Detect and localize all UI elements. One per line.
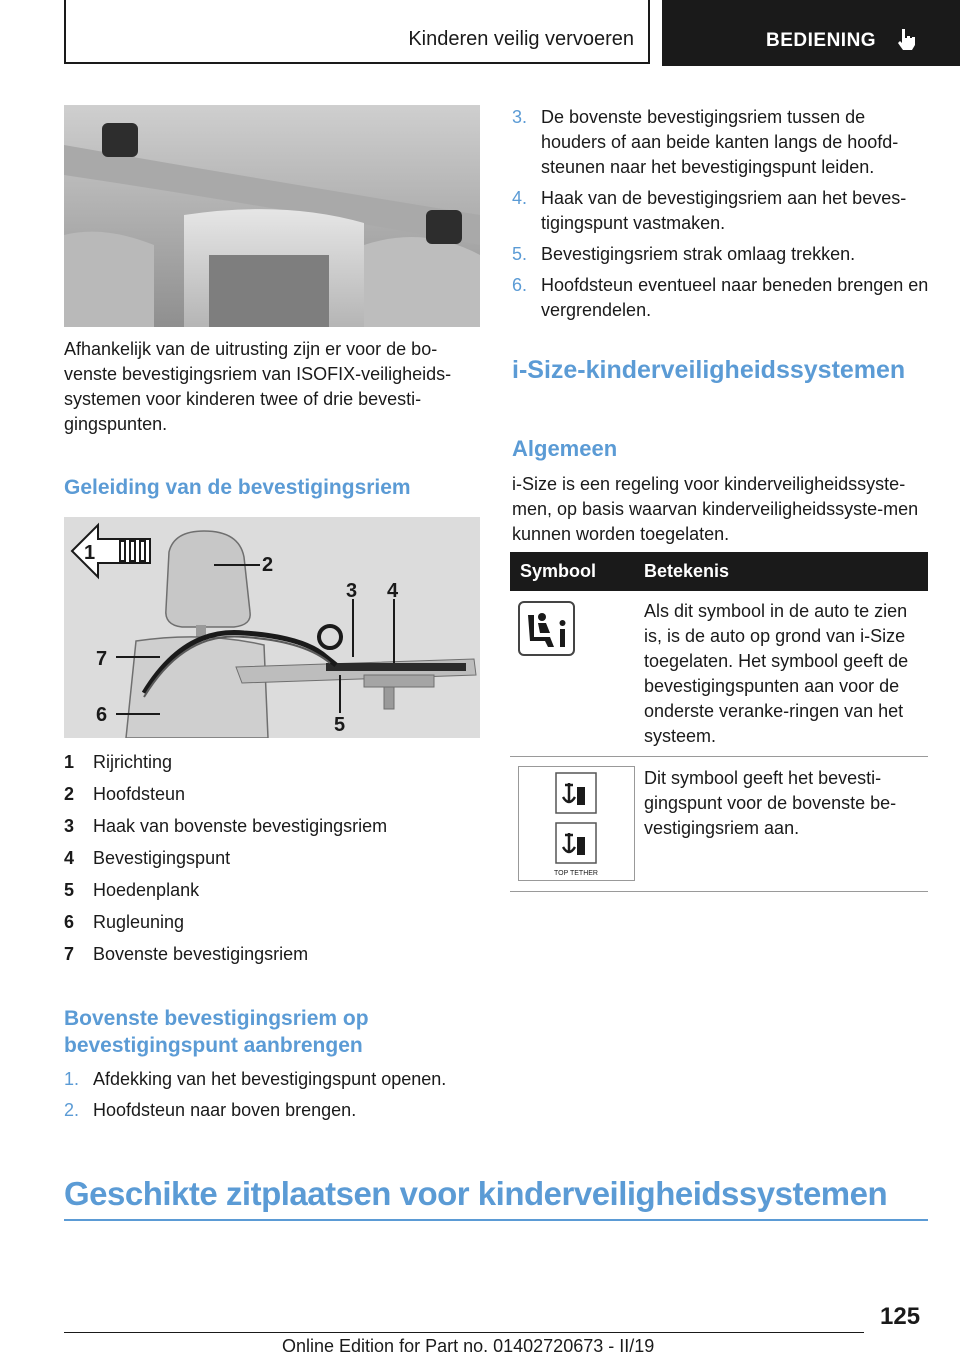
step-number: 3. (512, 107, 528, 127)
header-chapter-title: BEDIENING (766, 30, 877, 51)
legend-item (64, 942, 480, 974)
table-row (510, 591, 928, 757)
top-tether-caption: TOP TETHER (554, 870, 598, 877)
top-tether-anchor-icon (518, 766, 635, 881)
figure-label-3: 3 (346, 580, 358, 602)
column-header-meaning: Betekenis (644, 561, 730, 581)
step-text: Hoofdsteun naar boven brengen. (93, 1100, 357, 1120)
legend-item (64, 814, 480, 846)
heading-isize: i-Size-kinderveiligheidssystemen (512, 356, 906, 384)
legend-item (64, 782, 480, 814)
legend-number: 7 (64, 944, 75, 964)
steps-list-right (512, 105, 930, 329)
legend-label: Haak van bovenste bevestigingsriem (93, 816, 388, 836)
legend-label: Rugleuning (93, 912, 185, 932)
table-cell-meaning: Dit symbool geeft het bevesti-gingspunt voor de bovenste be-vestigingsriem aan. (644, 768, 897, 838)
header-chapter-tab (662, 0, 960, 66)
rear-shelf-photo (64, 105, 480, 327)
heading-general: Algemeen (512, 436, 618, 461)
step-number: 5. (512, 244, 528, 264)
legend-number: 3 (64, 816, 75, 836)
legend-item (64, 750, 480, 782)
legend-label: Bovenste bevestigingsriem (93, 944, 309, 964)
figure-label-1: 1 (84, 542, 96, 564)
legend-label: Rijrichting (93, 752, 173, 772)
step-item (512, 273, 930, 323)
legend-label: Bevestigingspunt (93, 848, 231, 868)
step-text: Haak van de bevestigingsriem aan het beves-tigingspunt vastmaken. (541, 188, 907, 233)
belt-routing-diagram (64, 517, 480, 738)
figure-label-4: 4 (387, 580, 399, 602)
figure-label-6: 6 (96, 704, 108, 726)
page-number: 125 (880, 1303, 921, 1330)
header-section-title: Kinderen veilig vervoeren (408, 28, 634, 50)
step-number: 1. (64, 1069, 80, 1089)
heading-belt-routing: Geleiding van de bevestigingsriem (64, 476, 411, 499)
figure-label-2: 2 (262, 554, 274, 576)
steps-list-left (64, 1067, 484, 1129)
header-section-box (64, 0, 650, 64)
legend-number: 5 (64, 880, 75, 900)
step-item (64, 1098, 484, 1123)
heading-attach-belt: Bovenste bevestigingsriem op bevestigingspunt aanbrengen (64, 1007, 369, 1057)
legend-item (64, 846, 480, 878)
pointing-hand-icon (896, 27, 918, 51)
step-item (512, 186, 930, 236)
table-cell-meaning: Als dit symbool in de auto te zien is, is de auto op grond van i-Size toegelaten. Het symbool geeft de bevestigingspunten aan voor de onderste veranke-ringen van het systeem. (644, 601, 909, 746)
legend-number: 2 (64, 784, 75, 804)
step-text: Hoofdsteun eventueel naar beneden brengen en vergrendelen. (541, 275, 929, 320)
legend-number: 1 (64, 752, 75, 772)
general-paragraph: i-Size is een regeling voor kinderveiligheidssyste-men, op basis waarvan kinderveiligheidssyste-men kunnen worden toegelaten. (512, 474, 919, 544)
step-text: Bevestigingsriem strak omlaag trekken. (541, 244, 856, 264)
footer-edition-text: Online Edition for Part no. 01402720673 - II/19 (282, 1336, 655, 1356)
legend-label: Hoedenplank (93, 880, 200, 900)
legend-label: Hoofdsteun (93, 784, 186, 804)
step-number: 4. (512, 188, 528, 208)
symbol-table-header (510, 552, 928, 591)
footer-rule (64, 1332, 864, 1333)
step-item (512, 105, 930, 180)
step-number: 2. (64, 1100, 80, 1120)
legend-number: 6 (64, 912, 75, 932)
table-row (510, 757, 928, 892)
figure-label-5: 5 (334, 714, 346, 736)
heading-suitable-seats: Geschikte zitplaatsen voor kinderveiligheidssystemen (64, 1175, 888, 1212)
step-text: Afdekking van het bevestigingspunt openen. (93, 1069, 447, 1089)
figure-legend (64, 750, 480, 974)
child-seat-isize-icon (518, 601, 575, 656)
column-header-symbol: Symbool (520, 561, 597, 581)
step-number: 6. (512, 275, 528, 295)
legend-item (64, 878, 480, 910)
step-text: De bovenste bevestigingsriem tussen de houders of aan beide kanten langs de hoofd-steunen naar het bevestigingspunt leiden. (541, 107, 899, 177)
intro-paragraph: Afhankelijk van de uitrusting zijn er voor de bo-venste bevestigingsriem van ISOFIX-veiligheids-systemen voor kinderen twee of drie bevesti-gingspunten. (64, 339, 452, 434)
step-item (64, 1067, 484, 1092)
figure-label-7: 7 (96, 648, 108, 670)
step-item (512, 242, 930, 267)
legend-item (64, 910, 480, 942)
heading-underline (64, 1219, 928, 1221)
legend-number: 4 (64, 848, 75, 868)
